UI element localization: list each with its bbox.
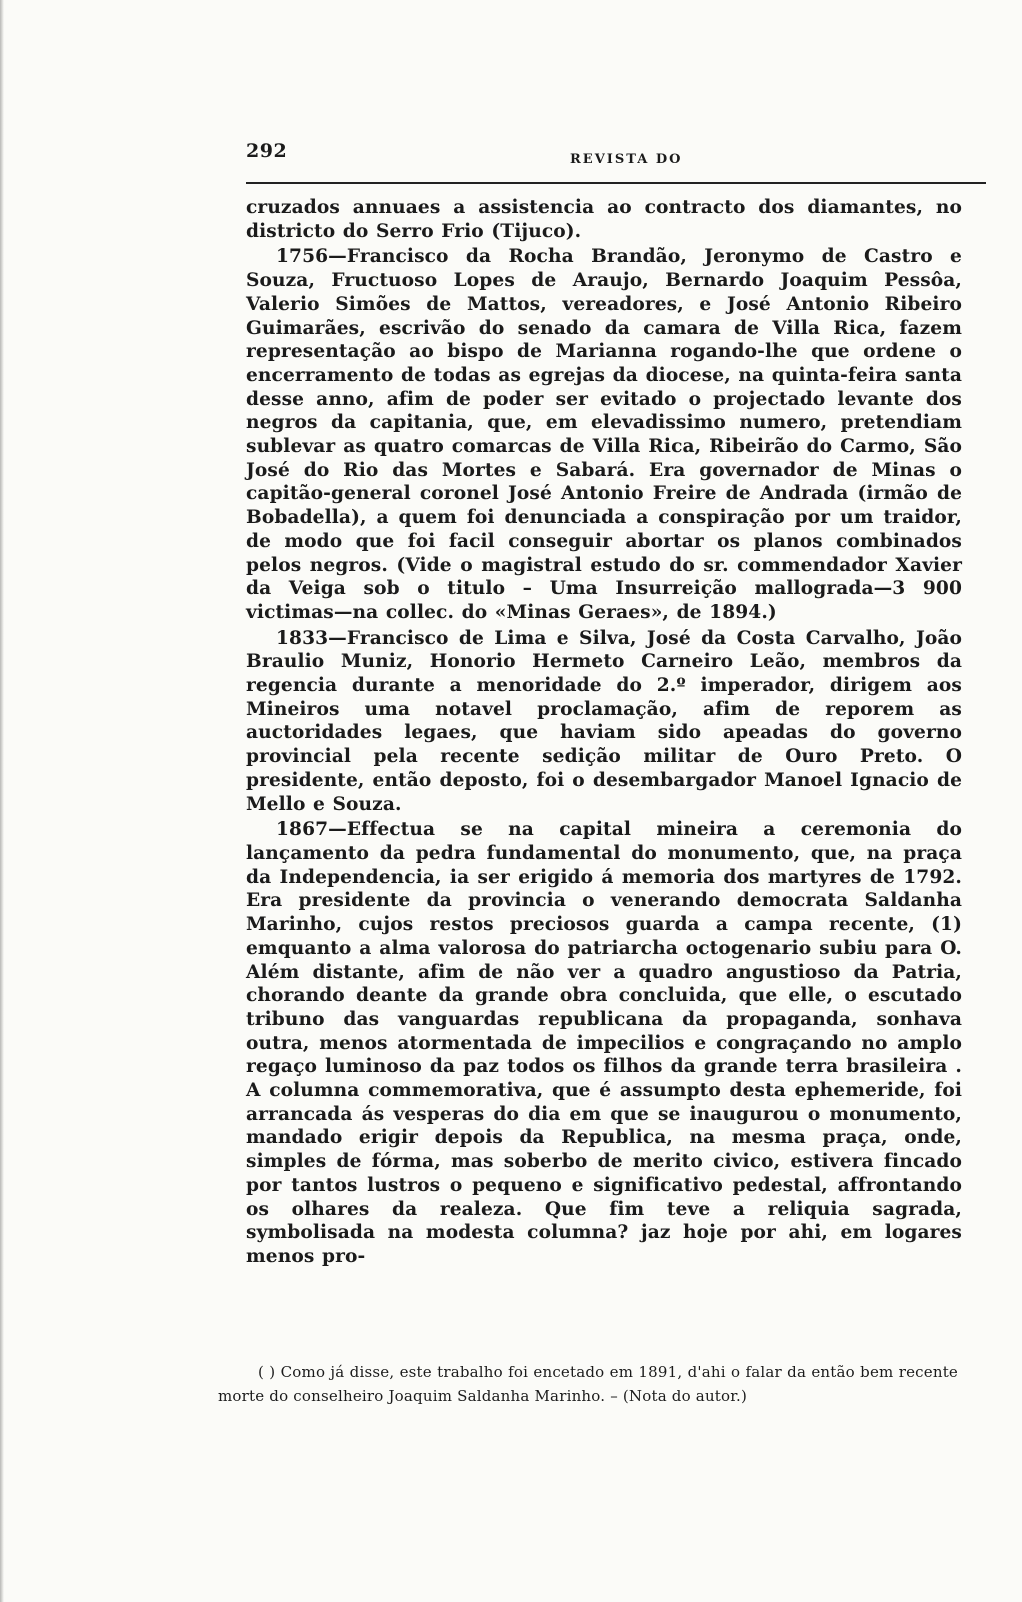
footnote: ( ) Como já disse, este trabalho foi encetado em 1891, d'ahi o falar da então bem recente morte do conselheiro Joaquim Saldanha Marinho. – (Nota do autor.) xyxy=(218,1363,958,1405)
page-number: 292 xyxy=(246,140,288,162)
page-edge-shadow xyxy=(0,0,4,1602)
paragraph-1867: 1867—Effectua se na capital mineira a ceremonia do lançamento da pedra fundamental do monumento, que, na praça da Independencia, ia ser erigido á memoria dos martyres de 1792. Era presidente da provincia o venerando democrata Saldanha Marinho, cujos restos preciosos guarda a campa recente, (1) emquanto a alma valorosa do patriarcha octogenario subiu para O. Além distante, afim de não ver a quadro angustioso da Patria, chorando deante da grande obra concluida, que elle, o escutado tribuno das vanguardas republicana da propaganda, sonhava outra, menos atormentada de impecilios e congraçando no amplo regaço luminoso da paz todos os filhos da grande terra brasileira . A columna commemorativa, que é assumpto desta ephemeride, foi arrancada ás vesperas do dia em que se inaugurou o monumento, mandado erigir depois da Republica, na mesma praça, onde, simples de fórma, mas soberbo de merito civico, estivera fincado por tantos lustros o pequeno e significativo pedestal, affrontando os olhares da realeza. Que fim teve a reliquia sagrada, symbolisada na modesta columna? jaz hoje por ahi, em logares menos pro- xyxy=(246,819,962,1267)
paragraph-1833: 1833—Francisco de Lima e Silva, José da Costa Carvalho, João Braulio Muniz, Honorio Hermeto Carneiro Leão, membros da regencia durante a menoridade do 2.º imperador, dirigem aos Mineiros uma notavel proclamação, afim de reporem as auctoridades legaes, que haviam sido apeadas do governo provincial pela recente sedição militar de Ouro Preto. O presidente, então deposto, foi o desembargador Manoel Ignacio de Mello e Souza. xyxy=(246,627,962,815)
footnote-block xyxy=(218,1360,958,1408)
page-header xyxy=(246,140,986,180)
paragraph-continuation: cruzados annuaes a assistencia ao contracto dos diamantes, no districto do Serro Frio (Tijuco). xyxy=(246,197,962,242)
paragraph-1756: 1756—Francisco da Rocha Brandão, Jeronymo de Castro e Souza, Fructuoso Lopes de Araujo, Bernardo Joaquim Pessôa, Valerio Simões de Mattos, vereadores, e José Antonio Ribeiro Guimarães, escrivão do senado da camara de Villa Rica, fazem representação ao bispo de Marianna rogando-lhe que ordene o encerramento de todas as egrejas da diocese, na quinta-feira santa desse anno, afim de poder ser evitado o projectado levante dos negros da capitania, que, em elevadissimo numero, pretendiam sublevar as quatro comarcas de Villa Rica, Ribeirão do Carmo, São José do Rio das Mortes e Sabará. Era governador de Minas o capitão-general coronel José Antonio Freire de Andrada (irmão de Bobadella), a quem foi denunciada a conspiração por um traidor, de modo que foi facil conseguir abortar os planos combinados pelos negros. (Vide o magistral estudo do sr. commendador Xavier da Veiga sob o titulo – Uma Insurreição mallograda—3 900 victimas—na collec. do «Minas Geraes», de 1894.) xyxy=(246,246,962,623)
body-text xyxy=(246,196,962,1269)
running-title: REVISTA DO xyxy=(570,152,683,167)
header-rule xyxy=(246,182,986,184)
